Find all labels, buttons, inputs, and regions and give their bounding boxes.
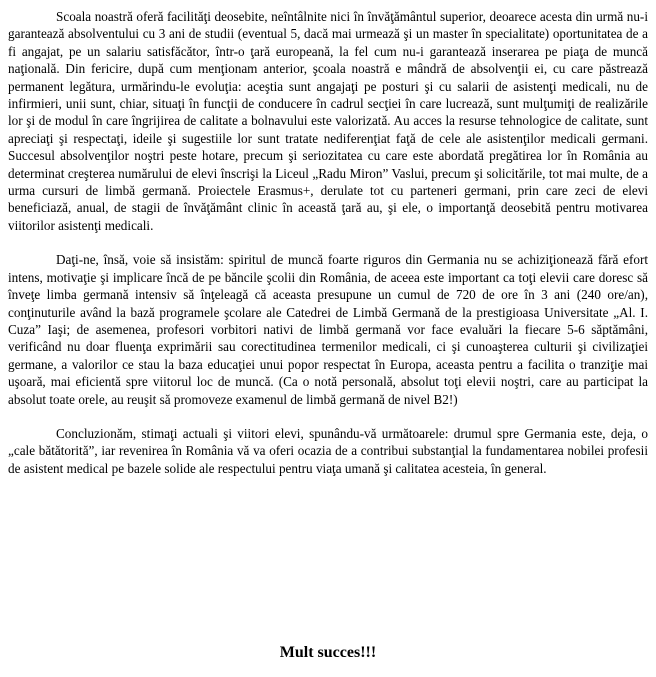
closing-message: Mult succes!!! (279, 644, 377, 661)
paragraph-german-study: Daţi-ne, însă, voie să insistăm: spiritul de muncă foarte riguros din Germania nu se achiziţionează fără efort intens, motivaţie şi implicare încă de pe băncile şcolii din România, de aceea este important ca toţi elevii care doresc să înveţe limba germană intensiv să înţeleagă că aceasta presupune un cumul de 720 de ore în 3 ani (240 ore/an), conţinuturile având la bază programele şcolare ale Catedrei de Limbă Germană de la prestigioasa Universitate „Al. I. Cuza” Iaşi; de asemenea, profesori vorbitori nativi de limbă germană vor face evaluări la fiecare 5-6 săptămâni, verificând nu doar fluenţa exprimării sau corectitudinea termenilor medicali, ci şi cunoaşterea culturii şi civilizaţiei germane, a valorilor ce stau la baza educaţiei unui popor respectat în Europa, aceasta pentru a facilita o tranziţie mai uşoară, mai eficientă spre viitorul loc de muncă. (Ca o notă personală, absolut toţi elevii noştri, care au participat la absolut toate orele, au reuşit să promoveze examenul de limbă germană de nivel B2!) (8, 252, 648, 407)
paragraph-school-facilities: Scoala noastră oferă facilităţi deosebite, neîntâlnite nici în învăţământul superior, deoarece acesta din urmă nu-i garantează absolventului cu 3 ani de studii (eventual 5, dacă mai urmează şi un master în specialitate) oportunitatea de a fi angajat, pe un salariu satisfăcător, într-o ţară europeană, la fel cum nu-i garantează inserarea pe piaţa de muncă naţională. Din fericire, după cum menţionam anterior, şcoala noastră e mândră de absolvenţii ei, cu care păstrează permanent legătura, urmărindu-le evoluţia: aceştia sunt angajaţi pe posturi şi cu salarii de asistenţi medicali, nu de infirmieri, unii sunt, chiar, situaţi în funcţii de conducere în cadrul secţiei în care lucrează, sunt mulţumiţi de realizările lor şi de modul în care îngrijirea de calitate a bolnavului este valorizată. Au acces la resurse tehnologice de calitate, sunt apreciaţi şi respectaţi, ideile şi sugestiile lor sunt tratate nediferenţiat faţă de cele ale asistenţilor medicali germani. Succesul absolvenţilor noştri peste hotare, precum şi seriozitatea cu care este abordată pregătirea lor în România au determinat creşterea numărului de elevi înscrişi la Liceul „Radu Miron” Vaslui, precum şi solicitările, tot mai multe, de a urma cursuri de limbă germană. Proiectele Erasmus+, derulate tot cu parteneri germani, prin care zeci de elevi beneficiază, anual, de stagii de învăţământ clinic în această ţară au, şi ele, o importanţă deosebită pentru motivarea viitorilor asistenţi medicali. (8, 9, 648, 233)
paragraph-conclusion: Concluzionăm, stimaţi actuali şi viitori elevi, spunându-vă următoarele: drumul spre Germania este, deja, o „cale bătătorită”, iar revenirea în România vă va oferi ocazia de a contribui substanţial la fundamentarea nobilei profesii de asistent medical pe bazele solide ale respectului pentru viaţa umană şi calitatea acesteia, în general. (8, 425, 648, 476)
